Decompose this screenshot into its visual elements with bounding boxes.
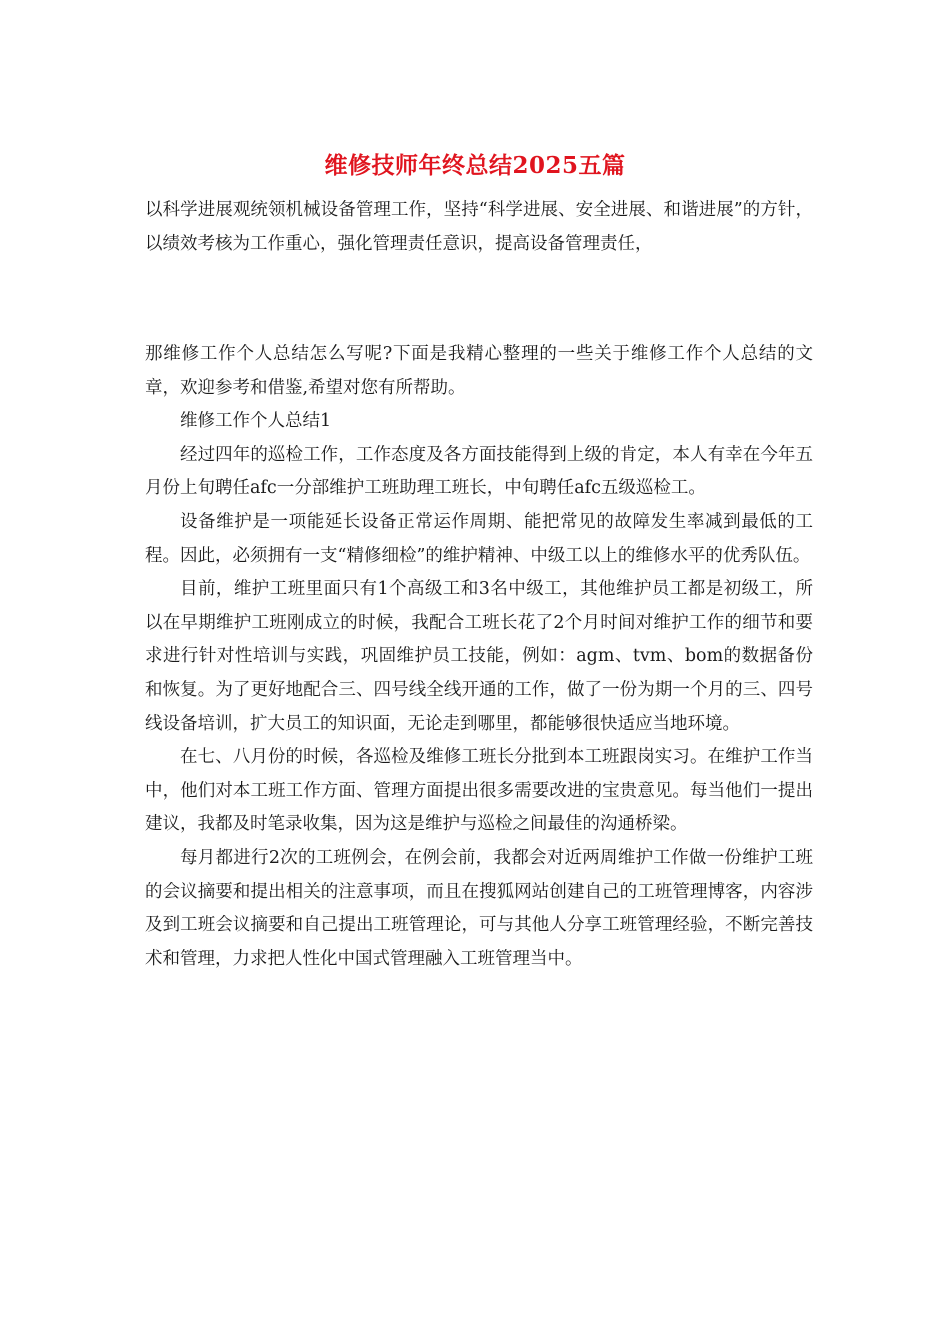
paragraph: 目前，维护工班里面只有1个高级工和3名中级工，其他维护员工都是初级工，所以在早期维护工班刚成立的时候，我配合工班长花了2个月时间对维护工作的细节和要求进行针对性培训与实践，巩固维护员工技能，例如：agm、tvm、bom的数据备份和恢复。为了更好地配合三、四号线全线开通的工作，做了一份为期一个月的三、四号线设备培训，扩大员工的知识面，无论走到哪里，都能够很快适应当地环境。 (145, 579, 813, 734)
paragraph-lead: 那维修工作个人总结怎么写呢?下面是我精心整理的一些关于维修工作个人总结的文章，欢迎参考和借鉴,希望对您有所帮助。 (145, 344, 813, 398)
paragraph: 设备维护是一项能延长设备正常运作周期、能把常见的故障发生率减到最低的工程。因此，必须拥有一支“精修细检”的维护精神、中级工以上的维修水平的优秀队伍。 (145, 511, 813, 566)
section-heading: 维修工作个人总结1 (180, 411, 332, 432)
body-block (145, 338, 813, 976)
paragraph: 在七、八月份的时候，各巡检及维修工班长分批到本工班跟岗实习。在维护工作当中，他们对本工班工作方面、管理方面提出很多需要改进的宝贵意见。每当他们一提出建议，我都及时笔录收集，因为这是维护与巡检之间最佳的沟通桥梁。 (145, 747, 813, 835)
intro-paragraph: 以科学进展观统领机械设备管理工作，坚持“科学进展、安全进展、和谐进展”的方针，以绩效考核为工作重心，强化管理责任意识，提高设备管理责任， (145, 200, 813, 254)
document-title: 维修技师年终总结2025五篇 (324, 152, 626, 179)
paragraph: 经过四年的巡检工作，工作态度及各方面技能得到上级的肯定，本人有幸在今年五月份上旬聘任afc一分部维护工班助理工班长，中旬聘任afc五级巡检工。 (145, 444, 813, 499)
intro-block (145, 194, 813, 261)
paragraph: 每月都进行2次的工班例会，在例会前，我都会对近两周维护工作做一份维护工班的会议摘要和提出相关的注意事项，而且在搜狐网站创建自己的工班管理博客，内容涉及到工班会议摘要和自己提出工班管理论，可与其他人分享工班管理经验，不断完善技术和管理，力求把人性化中国式管理融入工班管理当中。 (145, 847, 813, 969)
